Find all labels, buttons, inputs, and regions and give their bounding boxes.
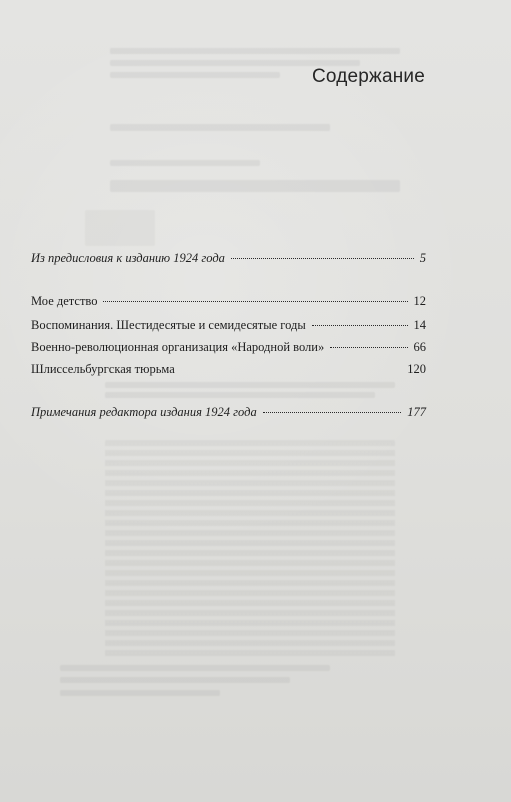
dot-leader — [312, 325, 408, 326]
toc-entry-notes[interactable] — [31, 405, 426, 420]
bleed-through-text — [105, 382, 395, 388]
bleed-through-text — [110, 180, 400, 192]
bleed-through-text — [60, 690, 220, 696]
bleed-through-text — [105, 392, 375, 398]
bleed-through-paragraph — [105, 440, 395, 660]
toc-entry-title: Из предисловия к изданию 1924 года — [31, 251, 225, 265]
toc-entry-title: Военно-революционная организация «Народной воли» — [31, 340, 325, 354]
toc-entry-page: 5 — [419, 251, 426, 265]
toc-entry-page: 177 — [407, 405, 426, 419]
toc-entry-prison[interactable] — [31, 362, 426, 377]
toc-entry-title: Воспоминания. Шестидесятые и семидесятые годы — [31, 318, 306, 332]
bleed-through-text — [110, 48, 400, 54]
toc-entry-memoirs[interactable] — [31, 318, 426, 333]
dot-leader — [263, 412, 402, 413]
toc-entry-organization[interactable] — [31, 340, 426, 355]
toc-entry-title: Примечания редактора издания 1924 года — [31, 405, 257, 419]
toc-entry-page: 12 — [413, 294, 426, 308]
bleed-through-text — [60, 665, 330, 671]
toc-entry-title: Шлиссельбургская тюрьма — [31, 362, 175, 376]
page-title: Содержание — [311, 66, 425, 87]
dot-leader — [103, 301, 407, 302]
toc-entry-page: 66 — [413, 340, 426, 354]
bleed-through-text — [110, 124, 330, 131]
dot-leader — [330, 347, 407, 348]
dot-leader — [181, 369, 401, 370]
dot-leader — [231, 258, 414, 259]
toc-entry-page: 120 — [407, 362, 426, 376]
toc-entry-childhood[interactable] — [31, 294, 426, 309]
bleed-through-text — [110, 160, 260, 166]
bleed-through-text — [60, 677, 290, 683]
bleed-through-text — [110, 72, 280, 78]
toc-entry-title: Мое детство — [31, 294, 98, 308]
toc-entry-preface[interactable] — [31, 251, 426, 266]
bleed-through-logo — [85, 210, 155, 246]
toc-entry-page: 14 — [413, 318, 426, 332]
